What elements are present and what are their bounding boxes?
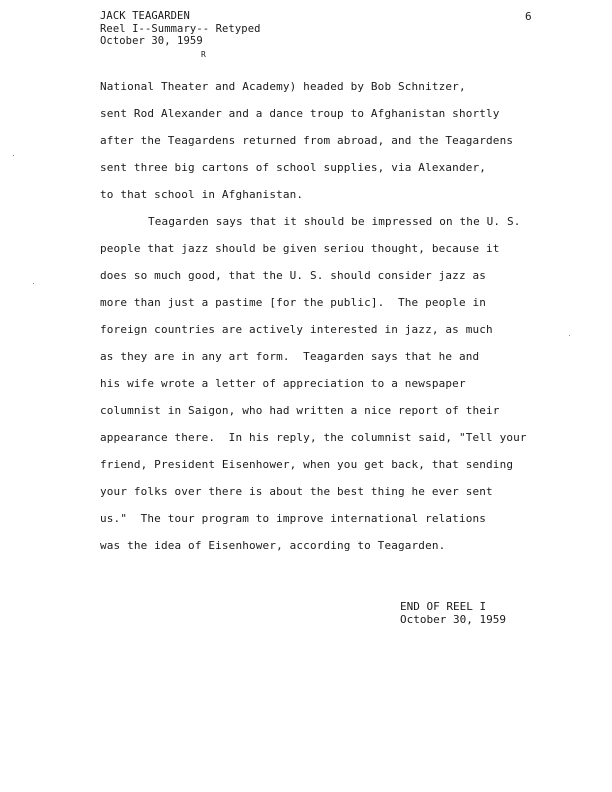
scan-speck [569,335,570,336]
document-header [100,10,261,48]
body-line: as they are in any art form. Teagarden says that he and [100,350,480,363]
body-line: after the Teagardens returned from abroad, and the Teagardens [100,134,514,147]
body-line: more than just a pastime [for the public]. The people in [100,296,487,309]
scan-speck [13,155,14,156]
body-line: National Theater and Academy) headed by Bob Schnitzer, [100,80,466,93]
body-line: foreign countries are actively interested in jazz, as much [100,323,493,336]
body-line: us." The tour program to improve international relations [100,512,487,525]
header-name: JACK TEAGARDEN [100,10,190,22]
body-line: sent three big cartons of school supplies, via Alexander, [100,161,487,174]
body-line: to that school in Afghanistan. [100,188,304,201]
body-line: people that jazz should be given seriou thought, because it [100,242,500,255]
scan-speck [33,283,34,284]
body-line: Teagarden says that it should be impressed on the U. S. [148,215,521,228]
body-line: appearance there. In his reply, the columnist said, "Tell your [100,431,527,444]
body-line: sent Rod Alexander and a dance troup to Afghanistan shortly [100,107,500,120]
header-reel: Reel I--Summary-- Retyped [100,22,261,35]
page-number: 6 [525,10,532,23]
body-line: does so much good, that the U. S. should consider jazz as [100,269,487,282]
body-line: his wife wrote a letter of appreciation to a newspaper [100,377,466,390]
header-mark: R [201,50,206,59]
body-line: was the idea of Eisenhower, according to Teagarden. [100,539,446,552]
document-footer [400,600,506,626]
body-line: friend, President Eisenhower, when you get back, that sending [100,458,514,471]
end-of-reel-label: END OF REEL I [400,600,487,613]
body-line: columnist in Saigon, who had written a nice report of their [100,404,500,417]
footer-date: October 30, 1959 [400,613,506,626]
header-date: October 30, 1959 [100,35,203,47]
body-line: your folks over there is about the best thing he ever sent [100,485,493,498]
